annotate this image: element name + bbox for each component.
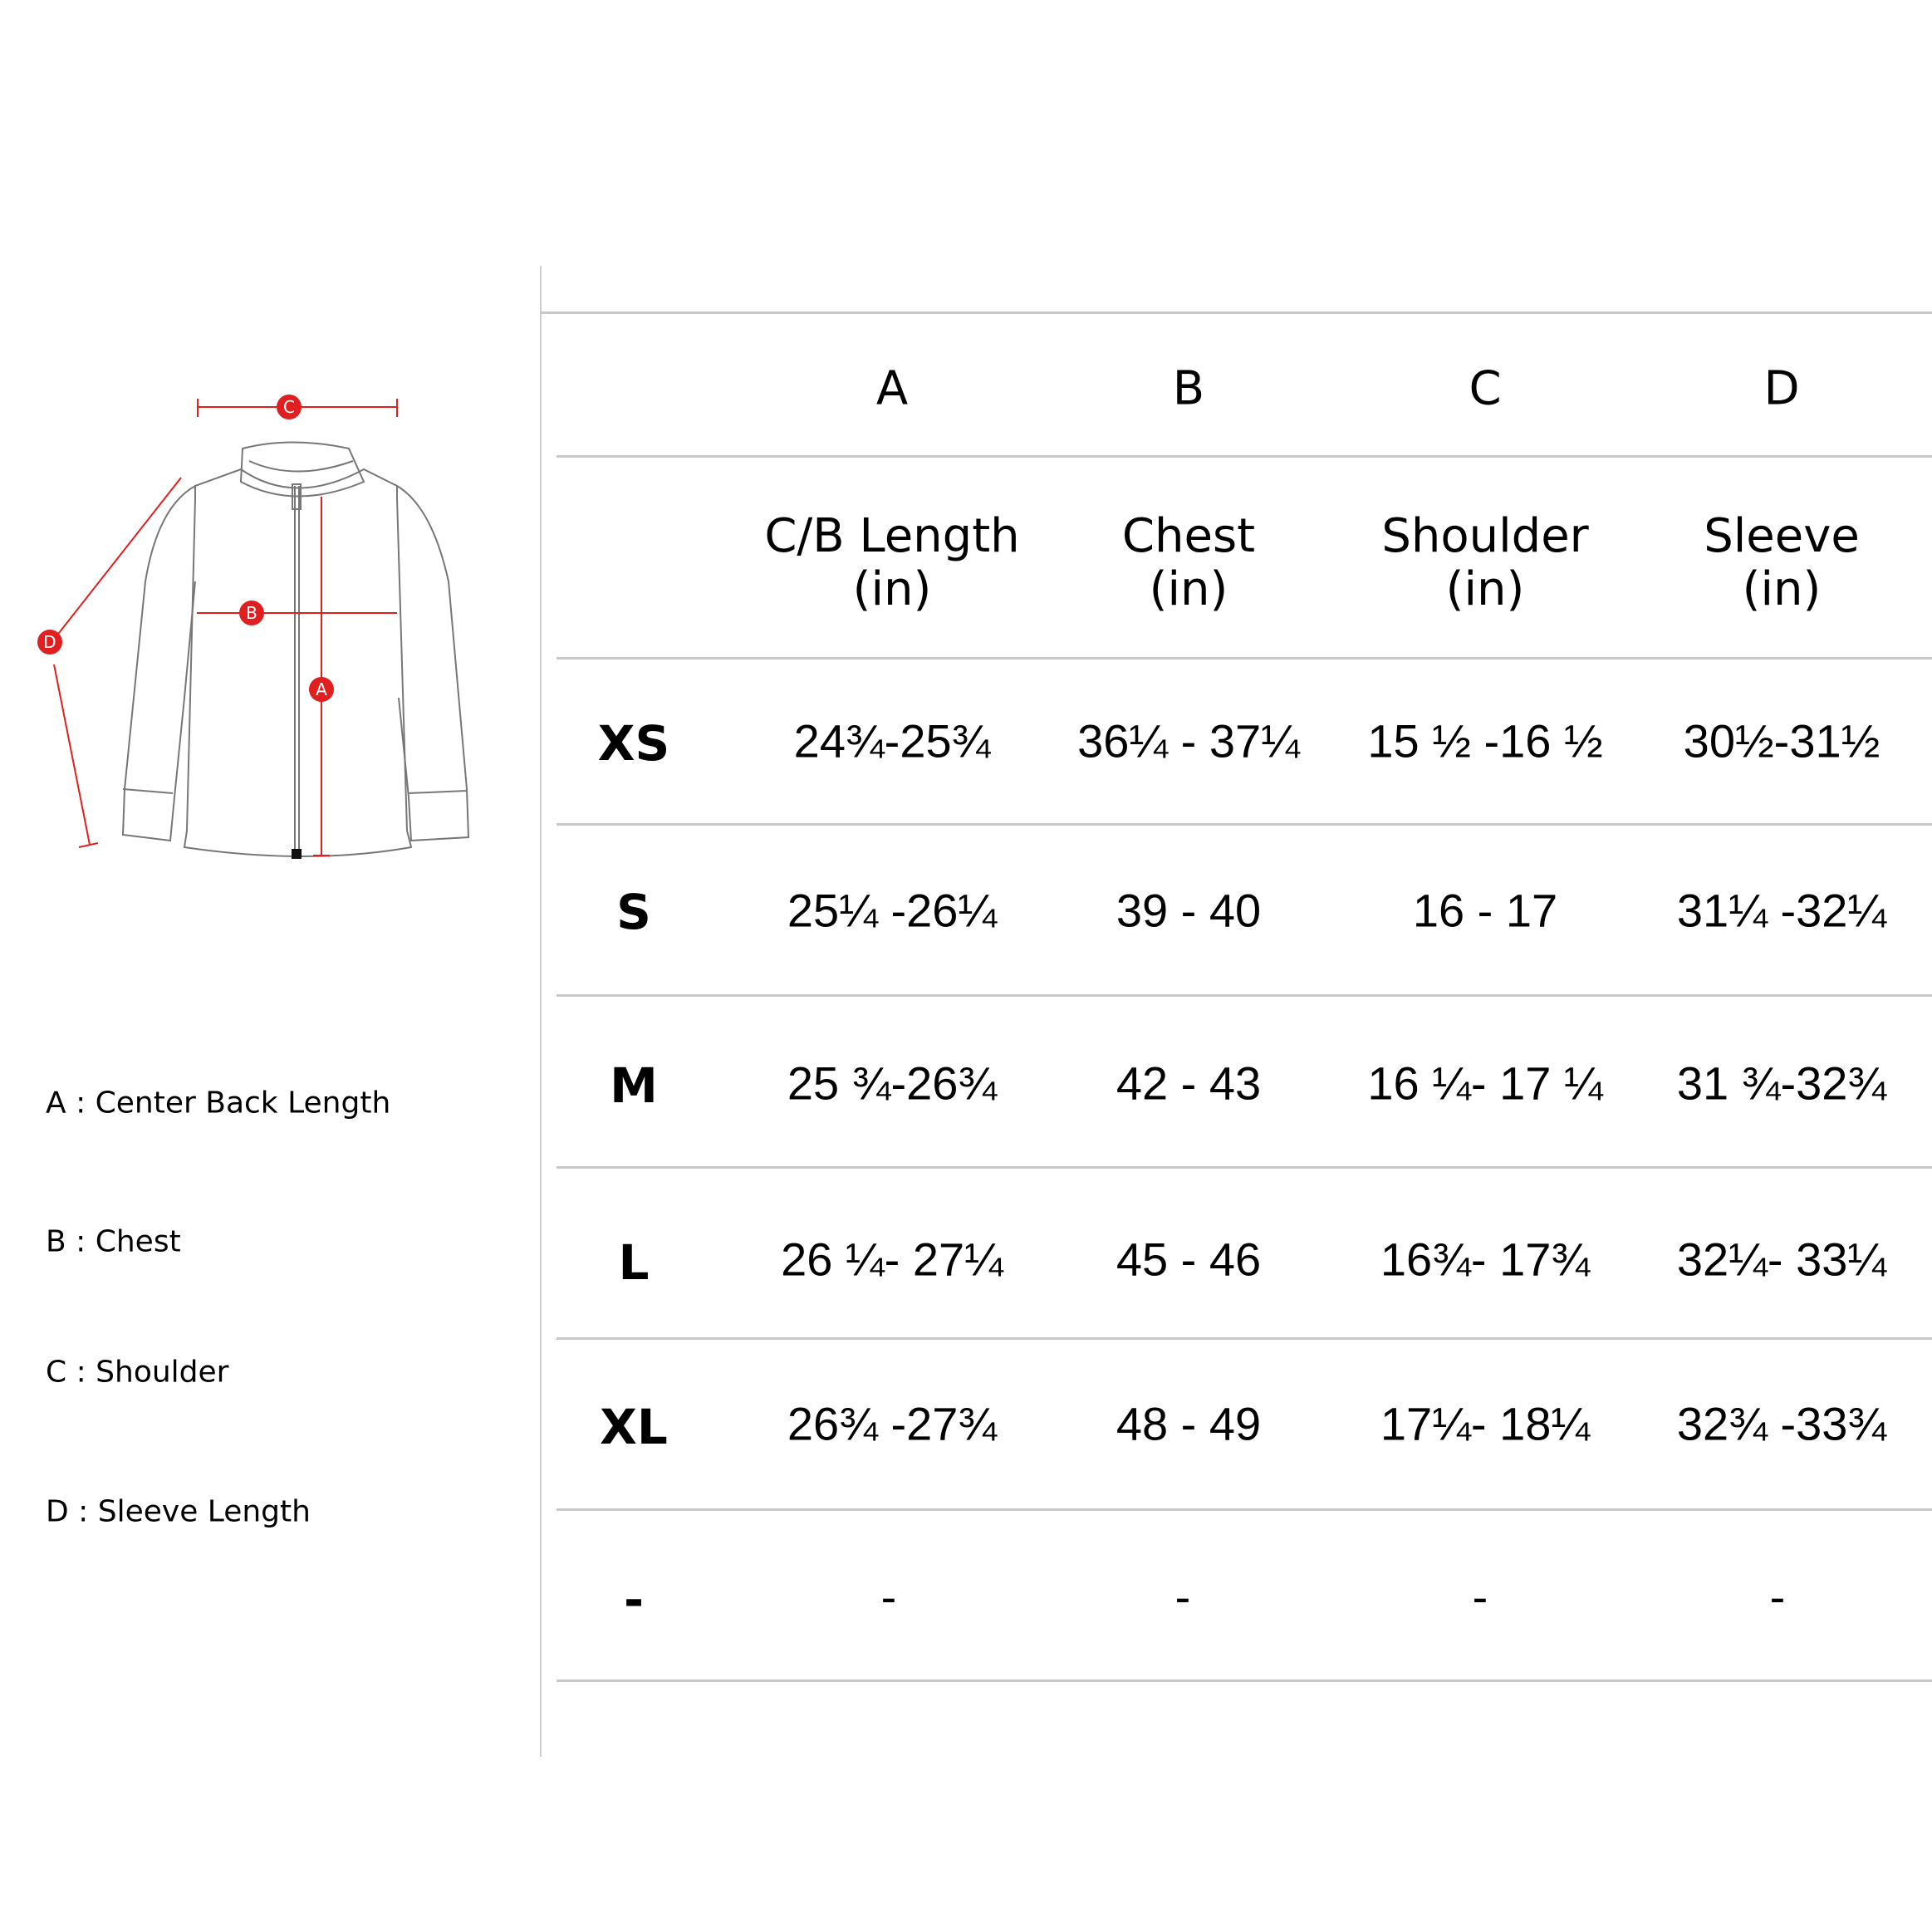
table-top-rule (540, 311, 1932, 314)
row-divider (557, 994, 1932, 997)
size-label-xs: XS (597, 715, 670, 772)
size-label-m: M (610, 1057, 658, 1114)
table-cell: 26 ¼- 27¼ (781, 1233, 1003, 1286)
column-name: C/B Length (764, 509, 1020, 563)
size-label-xl: XL (600, 1399, 668, 1455)
table-cell: - (880, 1570, 897, 1623)
row-divider (557, 455, 1932, 458)
svg-text:B: B (246, 603, 257, 623)
table-cell: 36¼ - 37¼ (1077, 714, 1300, 767)
vertical-divider (540, 266, 542, 1757)
size-label-s: S (616, 884, 651, 940)
table-cell: 16 ¼- 17 ¼ (1367, 1057, 1603, 1110)
column-header-chest (1122, 510, 1255, 616)
table-cell: 45 - 46 (1116, 1233, 1262, 1286)
table-cell: 48 - 49 (1116, 1397, 1262, 1450)
row-divider (557, 657, 1932, 660)
column-letter-a: A (875, 361, 909, 416)
column-unit: (in) (1742, 562, 1822, 616)
dimension-markers (37, 395, 334, 702)
svg-text:A: A (316, 679, 327, 699)
size-label-empty: - (623, 1572, 645, 1628)
column-unit: (in) (1149, 562, 1228, 616)
jacket-diagram (0, 349, 515, 889)
table-cell: 30½-31½ (1683, 714, 1881, 767)
row-divider (557, 1679, 1932, 1682)
table-cell: 26¾ -27¾ (787, 1397, 998, 1450)
table-cell: 39 - 40 (1116, 884, 1262, 937)
table-cell: 31 ¾-32¾ (1676, 1057, 1887, 1110)
column-header-sleeve (1704, 510, 1860, 616)
row-divider (557, 1508, 1932, 1511)
column-header-cb-length (764, 510, 1019, 616)
svg-text:D: D (43, 632, 56, 652)
column-letter-d: D (1763, 361, 1800, 416)
legend-center-back-length: A : Center Back Length (46, 1086, 391, 1120)
table-cell: - (1174, 1570, 1191, 1623)
row-divider (557, 823, 1932, 826)
column-name: Chest (1121, 509, 1256, 563)
table-cell: 16 - 17 (1412, 884, 1558, 937)
legend-shoulder: C : Shoulder (46, 1355, 229, 1390)
table-cell: 24¾-25¾ (793, 714, 991, 767)
column-unit: (in) (852, 562, 932, 616)
size-label-l: L (618, 1234, 650, 1291)
column-letter-b: B (1172, 361, 1205, 416)
table-cell: 16¾- 17¾ (1380, 1233, 1591, 1286)
table-cell: 42 - 43 (1116, 1057, 1262, 1110)
table-cell: 32¾ -33¾ (1676, 1397, 1887, 1450)
table-cell: - (1769, 1570, 1786, 1623)
jacket-outline-icon (123, 443, 468, 857)
table-cell: 31¼ -32¼ (1676, 884, 1887, 937)
svg-text:C: C (283, 397, 295, 417)
table-cell: 25 ¾-26¾ (787, 1057, 998, 1110)
row-divider (557, 1166, 1932, 1169)
table-cell: - (1472, 1570, 1488, 1623)
column-letter-c: C (1469, 361, 1502, 416)
column-unit: (in) (1445, 562, 1525, 616)
legend-sleeve-length: D : Sleeve Length (46, 1494, 311, 1529)
table-cell: 25¼ -26¼ (787, 884, 998, 937)
table-cell: 17¼- 18¼ (1380, 1397, 1591, 1450)
table-cell: 32¼- 33¼ (1676, 1233, 1887, 1286)
row-divider (557, 1337, 1932, 1340)
legend-chest: B : Chest (46, 1224, 181, 1259)
table-cell: 15 ½ -16 ½ (1367, 714, 1603, 767)
column-name: Sleeve (1704, 509, 1860, 563)
column-name: Shoulder (1381, 509, 1589, 563)
column-header-shoulder (1381, 510, 1588, 616)
